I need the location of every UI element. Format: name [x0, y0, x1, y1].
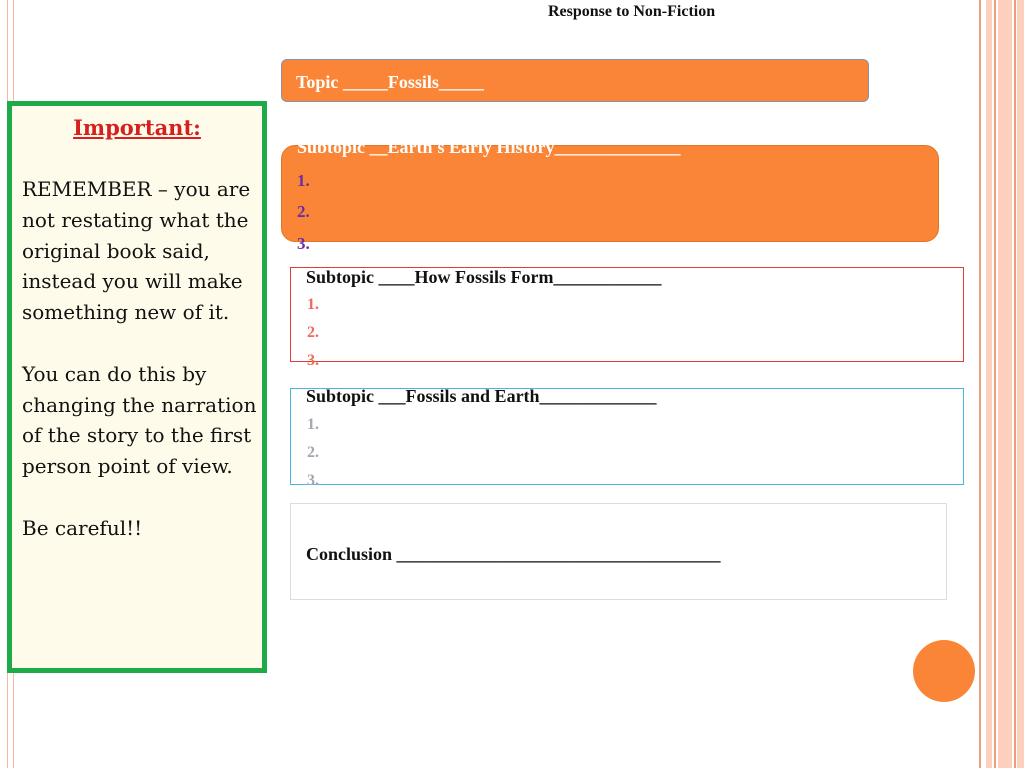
- list-item: 3.: [307, 472, 319, 489]
- conclusion-box[interactable]: [290, 503, 947, 600]
- right-border-line: [979, 0, 981, 768]
- important-title: Important:: [73, 115, 201, 140]
- topic-box[interactable]: [281, 59, 869, 102]
- slide-title: Response to Non-Fiction: [548, 3, 716, 20]
- important-paragraph: REMEMBER – you are not restating what the original book said, instead you will make something new of it.: [22, 177, 251, 325]
- list-item: 2.: [297, 202, 310, 221]
- subtopic-heading: Subtopic ___Fossils and Earth_____________: [306, 386, 657, 406]
- right-border-stripe: [986, 0, 992, 768]
- list-item: 3.: [297, 234, 310, 253]
- conclusion-label: Conclusion ____________________________________: [306, 544, 721, 564]
- list-item: 3.: [307, 352, 319, 369]
- subtopic-box-earths-early-history[interactable]: [281, 137, 939, 253]
- subtopic-heading: Subtopic __Earth's Early History______________: [297, 137, 681, 157]
- list-item: 1.: [297, 171, 310, 190]
- list-item: 1.: [307, 296, 319, 313]
- list-item: 1.: [307, 416, 319, 433]
- right-border-line: [994, 0, 996, 768]
- subtopic-box-fossils-and-earth[interactable]: [290, 386, 964, 489]
- important-paragraph: Be careful!!: [22, 515, 143, 540]
- important-body: [22, 174, 262, 574]
- subtopic-box-how-fossils-form[interactable]: [290, 267, 964, 369]
- important-paragraph: You can do this by changing the narration of the story to the first person point of view.: [22, 361, 257, 479]
- subtopic-heading: Subtopic ____How Fossils Form____________: [306, 267, 662, 287]
- topic-label: Topic _____Fossils_____: [296, 72, 484, 92]
- list-item: 2.: [307, 444, 319, 461]
- right-border-line: [1014, 0, 1016, 768]
- decorative-circle: [913, 640, 975, 702]
- important-note-panel: [7, 101, 267, 673]
- list-item: 2.: [307, 324, 319, 341]
- right-border-stripe: [1017, 0, 1024, 768]
- right-border-stripe: [998, 0, 1012, 768]
